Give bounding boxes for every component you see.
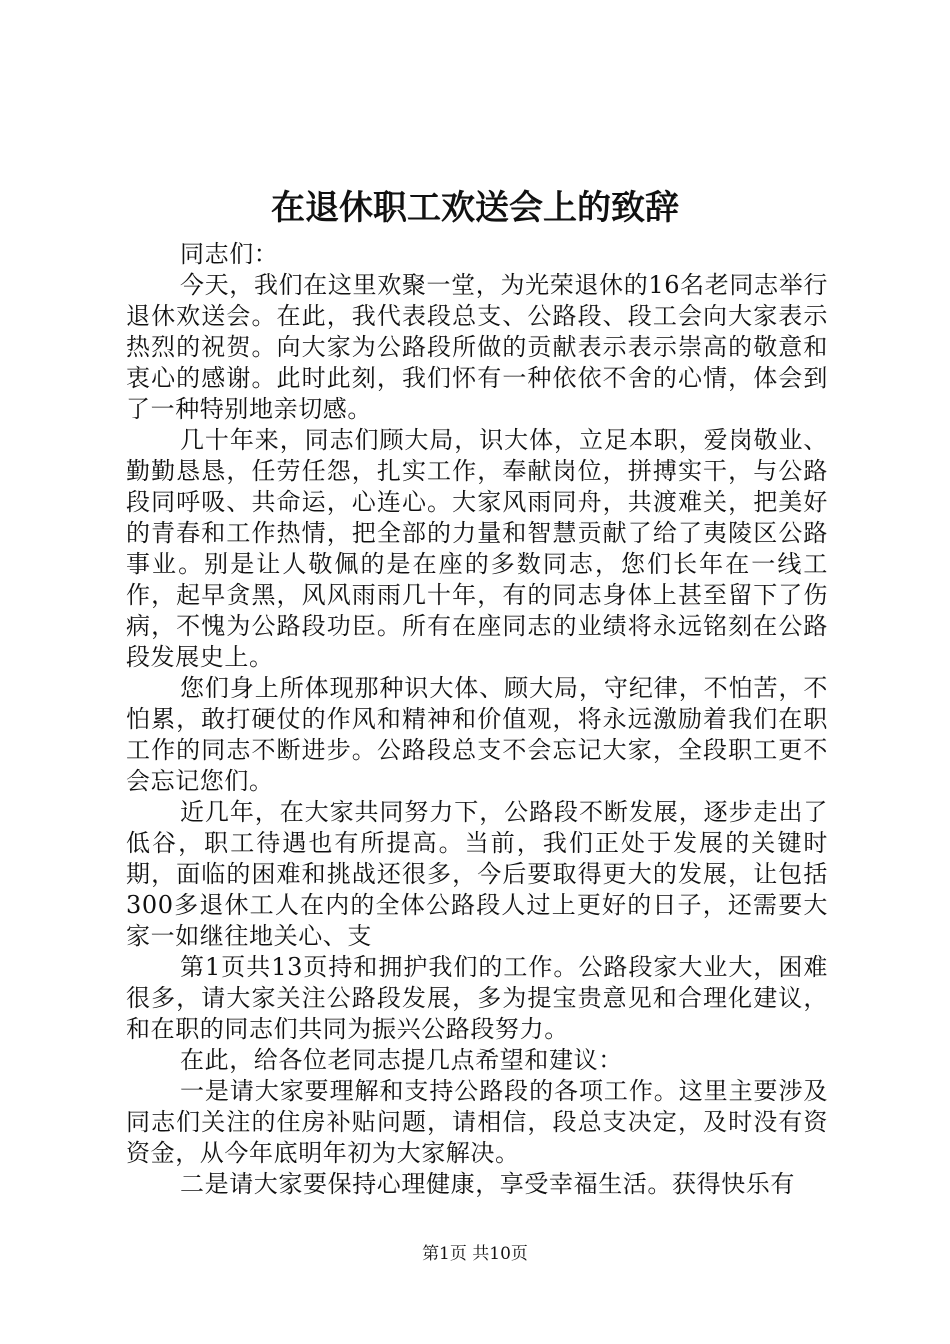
page-footer: 第1页 共10页: [422, 1244, 528, 1264]
paragraph: 二是请大家要保持心理健康，享受幸福生活。获得快乐有: [180, 1170, 795, 1198]
paragraph: 您们身上所体现那种识大体、顾大局，守纪律，不怕苦，不怕累，敢打硬仗的作风和精神和价值观，将永远激励着我们在职工作的同志不断进步。公路段总支不会忘记大家，全段职工更不会忘记您们。: [126, 674, 828, 795]
document-title: 在退休职工欢送会上的致辞: [271, 188, 679, 228]
paragraph: 几十年来，同志们顾大局，识大体，立足本职，爱岗敬业、勤勤恳恳，任劳任怨，扎实工作，奉献岗位，拼搏实干，与公路段同呼吸、共命运，心连心。大家风雨同舟，共渡难关，把美好的青春和工作热情，把全部的力量和智慧贡献了给了夷陵区公路事业。别是让人敬佩的是在座的多数同志，您们长年在一线工作，起早贪黑，风风雨雨几十年，有的同志身体上甚至留下了伤病，不愧为公路段功臣。所有在座同志的业绩将永远铭刻在公路段发展史上。: [126, 426, 828, 671]
paragraph: 近几年，在大家共同努力下，公路段不断发展，逐步走出了低谷，职工待遇也有所提高。当前，我们正处于发展的关键时期，面临的困难和挑战还很多，今后要取得更大的发展，让包括300多退休工人在内的全体公路段人过上更好的日子，还需要大家一如继往地关心、支: [126, 798, 828, 950]
paragraph: 在此，给各位老同志提几点希望和建议：: [180, 1046, 623, 1074]
paragraph: 第1页共13页持和拥护我们的工作。公路段家大业大，困难很多，请大家关注公路段发展，多为提宝贵意见和合理化建议，和在职的同志们共同为振兴公路段努力。: [126, 953, 828, 1043]
paragraph-salutation: 同志们：: [180, 240, 279, 268]
paragraph: 今天，我们在这里欢聚一堂，为光荣退休的16名老同志举行退休欢送会。在此，我代表段总支、公路段、段工会向大家表示热烈的祝贺。向大家为公路段所做的贡献表示表示崇高的敬意和衷心的感谢。此时此刻，我们怀有一种依依不舍的心情，体会到了一种特别地亲切感。: [126, 271, 828, 423]
document-body: [126, 239, 828, 1200]
paragraph: 一是请大家要理解和支持公路段的各项工作。这里主要涉及同志们关注的住房补贴问题，请相信，段总支决定，及时没有资资金，从今年底明年初为大家解决。: [126, 1077, 828, 1167]
